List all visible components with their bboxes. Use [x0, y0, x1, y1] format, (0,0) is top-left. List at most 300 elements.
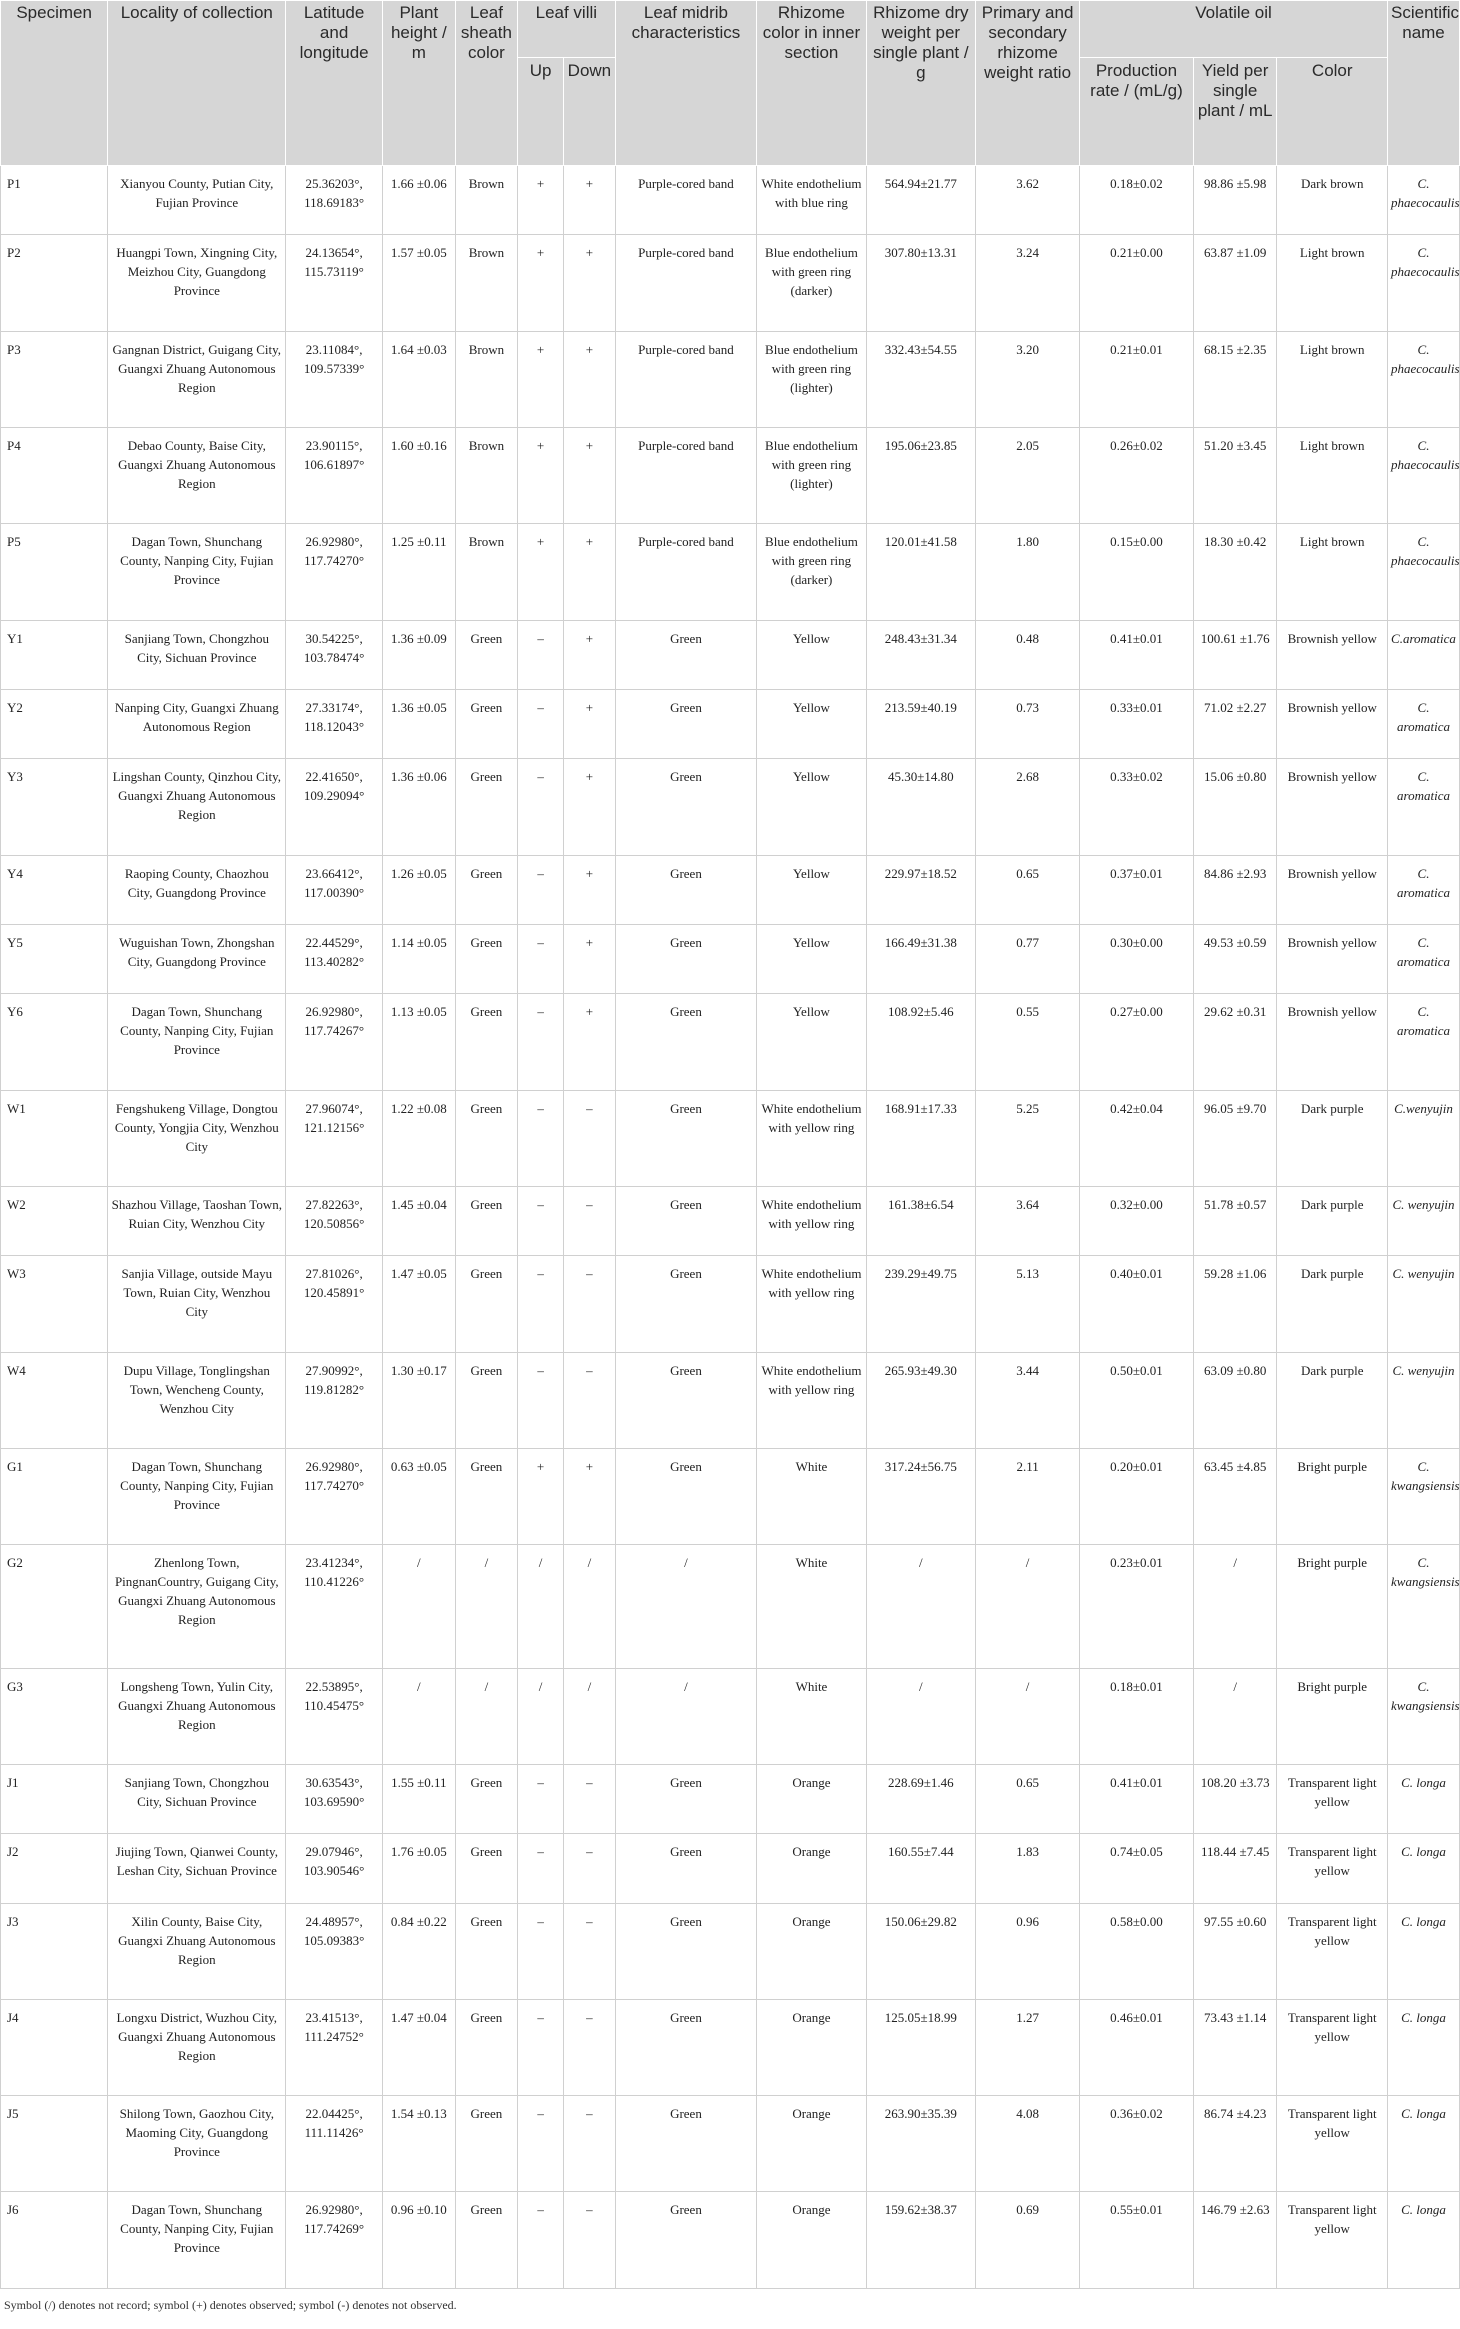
cell-latlong: 22.53895°, 110.45475° — [286, 1668, 383, 1764]
cell-scientific-name: C. aromatica — [1388, 689, 1460, 758]
cell-latlong: 27.81026°, 120.45891° — [286, 1256, 383, 1352]
cell-oil-color: Transparent light yellow — [1277, 1834, 1388, 1903]
cell-rhizome-color: Orange — [757, 2096, 866, 2192]
cell-locality: Zhenlong Town, PingnanCountry, Guigang City, Guangxi Zhuang Autonomous Region — [108, 1545, 286, 1668]
cell-locality: Dagan Town, Shunchang County, Nanping City, Fujian Province — [108, 2192, 286, 2289]
cell-scientific-name: C. aromatica — [1388, 994, 1460, 1090]
cell-villi-up: – — [518, 1256, 564, 1352]
cell-villi-down: – — [564, 2192, 616, 2289]
cell-leaf-sheath: Green — [455, 1449, 517, 1545]
header-scientific-name: Scientific name — [1388, 1, 1460, 166]
cell-oil-color: Dark purple — [1277, 1187, 1388, 1256]
cell-rhizome-ratio: 0.65 — [976, 855, 1080, 924]
cell-leaf-midrib: Green — [615, 1187, 757, 1256]
cell-plant-height: 1.60 ±0.16 — [382, 427, 455, 523]
cell-locality: Jiujing Town, Qianwei County, Leshan City, Sichuan Province — [108, 1834, 286, 1903]
cell-rhizome-ratio: 5.13 — [976, 1256, 1080, 1352]
cell-specimen: G1 — [1, 1449, 108, 1545]
cell-oil-rate: 0.21±0.00 — [1080, 235, 1194, 331]
cell-locality: Longxu District, Wuzhou City, Guangxi Zhuang Autonomous Region — [108, 1999, 286, 2095]
cell-rhizome-color: Blue endothelium with green ring (darker) — [757, 524, 866, 620]
cell-rhizome-color: Blue endothelium with green ring (lighter) — [757, 427, 866, 523]
cell-villi-down: + — [564, 689, 616, 758]
cell-leaf-sheath: Green — [455, 855, 517, 924]
cell-rhizome-weight: 229.97±18.52 — [866, 855, 975, 924]
table-footnote: Symbol (/) denotes not record; symbol (+) denotes observed; symbol (-) denotes not observed. — [4, 2298, 457, 2312]
cell-rhizome-weight: 263.90±35.39 — [866, 2096, 975, 2192]
cell-leaf-sheath: Green — [455, 1764, 517, 1833]
cell-rhizome-color: Orange — [757, 2192, 866, 2289]
cell-plant-height: / — [382, 1545, 455, 1668]
cell-latlong: 23.11084°, 109.57339° — [286, 331, 383, 427]
cell-oil-color: Transparent light yellow — [1277, 1764, 1388, 1833]
cell-locality: Xilin County, Baise City, Guangxi Zhuang Autonomous Region — [108, 1903, 286, 1999]
cell-latlong: 22.44529°, 113.40282° — [286, 925, 383, 994]
header-oil-color: Color — [1277, 58, 1388, 166]
cell-rhizome-weight: 564.94±21.77 — [866, 166, 975, 235]
cell-rhizome-color: Orange — [757, 1903, 866, 1999]
cell-specimen: Y2 — [1, 689, 108, 758]
cell-rhizome-weight: 108.92±5.46 — [866, 994, 975, 1090]
cell-oil-rate: 0.15±0.00 — [1080, 524, 1194, 620]
cell-locality: Fengshukeng Village, Dongtou County, Yongjia City, Wenzhou City — [108, 1090, 286, 1186]
cell-villi-up: + — [518, 235, 564, 331]
cell-rhizome-ratio: / — [976, 1545, 1080, 1668]
cell-locality: Debao County, Baise City, Guangxi Zhuang Autonomous Region — [108, 427, 286, 523]
cell-specimen: J1 — [1, 1764, 108, 1833]
cell-latlong: 26.92980°, 117.74269° — [286, 2192, 383, 2289]
cell-specimen: J5 — [1, 2096, 108, 2192]
cell-leaf-midrib: Green — [615, 1834, 757, 1903]
header-leaf-villi: Leaf villi — [518, 1, 616, 58]
cell-leaf-sheath: Brown — [455, 427, 517, 523]
cell-plant-height: 1.76 ±0.05 — [382, 1834, 455, 1903]
cell-locality: Dagan Town, Shunchang County, Nanping City, Fujian Province — [108, 524, 286, 620]
cell-oil-yield: / — [1193, 1668, 1277, 1764]
cell-rhizome-ratio: 0.55 — [976, 994, 1080, 1090]
cell-oil-color: Bright purple — [1277, 1545, 1388, 1668]
cell-oil-yield: 59.28 ±1.06 — [1193, 1256, 1277, 1352]
cell-villi-down: – — [564, 1764, 616, 1833]
cell-leaf-midrib: Green — [615, 994, 757, 1090]
cell-latlong: 26.92980°, 117.74267° — [286, 994, 383, 1090]
cell-latlong: 27.33174°, 118.12043° — [286, 689, 383, 758]
cell-plant-height: 1.30 ±0.17 — [382, 1352, 455, 1448]
cell-scientific-name: C. longa — [1388, 1999, 1460, 2095]
cell-oil-color: Light brown — [1277, 524, 1388, 620]
header-oil-rate: Production rate / (mL/g) — [1080, 58, 1194, 166]
cell-latlong: 30.54225°, 103.78474° — [286, 620, 383, 689]
cell-villi-up: / — [518, 1545, 564, 1668]
cell-leaf-midrib: Green — [615, 1999, 757, 2095]
cell-villi-up: – — [518, 994, 564, 1090]
cell-oil-rate: 0.26±0.02 — [1080, 427, 1194, 523]
cell-latlong: 27.96074°, 121.12156° — [286, 1090, 383, 1186]
cell-villi-up: – — [518, 1090, 564, 1186]
cell-rhizome-weight: 332.43±54.55 — [866, 331, 975, 427]
cell-oil-rate: 0.32±0.00 — [1080, 1187, 1194, 1256]
cell-rhizome-weight: 166.49±31.38 — [866, 925, 975, 994]
cell-oil-yield: 86.74 ±4.23 — [1193, 2096, 1277, 2192]
cell-villi-up: – — [518, 759, 564, 855]
cell-leaf-midrib: Green — [615, 1449, 757, 1545]
table-row — [1, 1090, 1460, 1186]
table-header — [1, 1, 1460, 166]
cell-oil-yield: / — [1193, 1545, 1277, 1668]
cell-locality: Dupu Village, Tonglingshan Town, Wencheng County, Wenzhou City — [108, 1352, 286, 1448]
cell-rhizome-ratio: 4.08 — [976, 2096, 1080, 2192]
cell-leaf-sheath: Green — [455, 759, 517, 855]
cell-oil-color: Brownish yellow — [1277, 620, 1388, 689]
cell-villi-down: + — [564, 427, 616, 523]
cell-oil-rate: 0.37±0.01 — [1080, 855, 1194, 924]
cell-scientific-name: C.aromatica — [1388, 620, 1460, 689]
cell-oil-yield: 98.86 ±5.98 — [1193, 166, 1277, 235]
header-locality: Locality of collection — [108, 1, 286, 166]
cell-leaf-sheath: / — [455, 1668, 517, 1764]
cell-oil-yield: 96.05 ±9.70 — [1193, 1090, 1277, 1186]
cell-rhizome-color: Yellow — [757, 925, 866, 994]
cell-villi-down: + — [564, 925, 616, 994]
cell-oil-rate: 0.33±0.02 — [1080, 759, 1194, 855]
cell-oil-rate: 0.33±0.01 — [1080, 689, 1194, 758]
cell-oil-yield: 108.20 ±3.73 — [1193, 1764, 1277, 1833]
cell-oil-rate: 0.74±0.05 — [1080, 1834, 1194, 1903]
cell-oil-color: Brownish yellow — [1277, 759, 1388, 855]
cell-leaf-sheath: Green — [455, 1834, 517, 1903]
cell-leaf-sheath: Green — [455, 2192, 517, 2289]
cell-specimen: W3 — [1, 1256, 108, 1352]
cell-rhizome-ratio: 1.27 — [976, 1999, 1080, 2095]
cell-leaf-sheath: Brown — [455, 331, 517, 427]
cell-leaf-midrib: / — [615, 1668, 757, 1764]
cell-oil-rate: 0.46±0.01 — [1080, 1999, 1194, 2095]
cell-rhizome-color: White endothelium with yellow ring — [757, 1352, 866, 1448]
cell-oil-rate: 0.27±0.00 — [1080, 994, 1194, 1090]
cell-plant-height: 1.64 ±0.03 — [382, 331, 455, 427]
cell-plant-height: 1.36 ±0.09 — [382, 620, 455, 689]
cell-rhizome-weight: 168.91±17.33 — [866, 1090, 975, 1186]
cell-villi-up: – — [518, 689, 564, 758]
cell-latlong: 27.82263°, 120.50856° — [286, 1187, 383, 1256]
table-row — [1, 1256, 1460, 1352]
cell-plant-height: 1.45 ±0.04 — [382, 1187, 455, 1256]
cell-villi-down: – — [564, 1903, 616, 1999]
cell-locality: Lingshan County, Qinzhou City, Guangxi Zhuang Autonomous Region — [108, 759, 286, 855]
cell-oil-rate: 0.55±0.01 — [1080, 2192, 1194, 2289]
cell-oil-yield: 63.87 ±1.09 — [1193, 235, 1277, 331]
cell-rhizome-color: Blue endothelium with green ring (lighter) — [757, 331, 866, 427]
cell-oil-yield: 29.62 ±0.31 — [1193, 994, 1277, 1090]
cell-oil-yield: 15.06 ±0.80 — [1193, 759, 1277, 855]
cell-leaf-midrib: Green — [615, 855, 757, 924]
cell-rhizome-weight: 160.55±7.44 — [866, 1834, 975, 1903]
cell-villi-down: + — [564, 620, 616, 689]
header-plant-height: Plant height / m — [382, 1, 455, 166]
cell-latlong: 26.92980°, 117.74270° — [286, 1449, 383, 1545]
cell-oil-rate: 0.30±0.00 — [1080, 925, 1194, 994]
header-villi-up: Up — [518, 58, 564, 166]
cell-oil-color: Bright purple — [1277, 1668, 1388, 1764]
cell-rhizome-ratio: 5.25 — [976, 1090, 1080, 1186]
cell-rhizome-weight: 120.01±41.58 — [866, 524, 975, 620]
cell-oil-yield: 51.20 ±3.45 — [1193, 427, 1277, 523]
cell-scientific-name: C. kwangsiensis — [1388, 1545, 1460, 1668]
cell-plant-height: 1.13 ±0.05 — [382, 994, 455, 1090]
cell-specimen: Y3 — [1, 759, 108, 855]
cell-oil-rate: 0.50±0.01 — [1080, 1352, 1194, 1448]
cell-scientific-name: C. phaecocaulis — [1388, 166, 1460, 235]
cell-rhizome-color: Orange — [757, 1999, 866, 2095]
cell-oil-color: Brownish yellow — [1277, 855, 1388, 924]
header-rhizome-weight: Rhizome dry weight per single plant / g — [866, 1, 975, 166]
cell-rhizome-weight: 248.43±31.34 — [866, 620, 975, 689]
cell-oil-yield: 68.15 ±2.35 — [1193, 331, 1277, 427]
cell-rhizome-weight: 307.80±13.31 — [866, 235, 975, 331]
table-row — [1, 2192, 1460, 2289]
cell-scientific-name: C. longa — [1388, 2192, 1460, 2289]
cell-specimen: W2 — [1, 1187, 108, 1256]
cell-villi-up: – — [518, 855, 564, 924]
cell-scientific-name: C. aromatica — [1388, 925, 1460, 994]
cell-plant-height: 1.47 ±0.05 — [382, 1256, 455, 1352]
table-row — [1, 1352, 1460, 1448]
cell-locality: Nanping City, Guangxi Zhuang Autonomous Region — [108, 689, 286, 758]
cell-specimen: J2 — [1, 1834, 108, 1903]
cell-specimen: W4 — [1, 1352, 108, 1448]
cell-leaf-midrib: Green — [615, 1352, 757, 1448]
cell-scientific-name: C. aromatica — [1388, 855, 1460, 924]
table-row — [1, 235, 1460, 331]
cell-rhizome-color: White — [757, 1449, 866, 1545]
cell-specimen: P4 — [1, 427, 108, 523]
cell-scientific-name: C. kwangsiensis — [1388, 1668, 1460, 1764]
cell-locality: Huangpi Town, Xingning City, Meizhou City, Guangdong Province — [108, 235, 286, 331]
cell-villi-up: + — [518, 427, 564, 523]
cell-leaf-midrib: Green — [615, 759, 757, 855]
cell-leaf-midrib: Green — [615, 1090, 757, 1186]
cell-rhizome-color: Yellow — [757, 620, 866, 689]
cell-scientific-name: C. longa — [1388, 2096, 1460, 2192]
header-oil-yield: Yield per single plant / mL — [1193, 58, 1277, 166]
cell-latlong: 23.66412°, 117.00390° — [286, 855, 383, 924]
cell-rhizome-weight: 239.29±49.75 — [866, 1256, 975, 1352]
cell-oil-yield: 118.44 ±7.45 — [1193, 1834, 1277, 1903]
cell-leaf-sheath: Green — [455, 994, 517, 1090]
cell-locality: Sanjia Village, outside Mayu Town, Ruian City, Wenzhou City — [108, 1256, 286, 1352]
cell-rhizome-ratio: 0.48 — [976, 620, 1080, 689]
cell-latlong: 29.07946°, 103.90546° — [286, 1834, 383, 1903]
cell-leaf-midrib: Purple-cored band — [615, 166, 757, 235]
cell-plant-height: 1.25 ±0.11 — [382, 524, 455, 620]
cell-rhizome-color: White endothelium with yellow ring — [757, 1187, 866, 1256]
cell-rhizome-ratio: 2.05 — [976, 427, 1080, 523]
cell-rhizome-ratio: 3.20 — [976, 331, 1080, 427]
cell-latlong: 23.90115°, 106.61897° — [286, 427, 383, 523]
cell-leaf-sheath: Green — [455, 689, 517, 758]
cell-locality: Dagan Town, Shunchang County, Nanping City, Fujian Province — [108, 1449, 286, 1545]
cell-oil-color: Light brown — [1277, 427, 1388, 523]
cell-villi-down: + — [564, 855, 616, 924]
table-row — [1, 1668, 1460, 1764]
cell-leaf-sheath: Green — [455, 1352, 517, 1448]
cell-rhizome-weight: 45.30±14.80 — [866, 759, 975, 855]
cell-latlong: 22.41650°, 109.29094° — [286, 759, 383, 855]
cell-oil-yield: 18.30 ±0.42 — [1193, 524, 1277, 620]
cell-oil-color: Transparent light yellow — [1277, 1903, 1388, 1999]
cell-oil-rate: 0.40±0.01 — [1080, 1256, 1194, 1352]
cell-villi-up: – — [518, 1764, 564, 1833]
table-row — [1, 1187, 1460, 1256]
cell-rhizome-ratio: 0.96 — [976, 1903, 1080, 1999]
cell-scientific-name: C. wenyujin — [1388, 1352, 1460, 1448]
cell-oil-rate: 0.42±0.04 — [1080, 1090, 1194, 1186]
cell-scientific-name: C. longa — [1388, 1764, 1460, 1833]
cell-oil-color: Dark purple — [1277, 1090, 1388, 1186]
cell-leaf-sheath: Green — [455, 925, 517, 994]
cell-specimen: P5 — [1, 524, 108, 620]
cell-oil-yield: 73.43 ±1.14 — [1193, 1999, 1277, 2095]
cell-rhizome-weight: 228.69±1.46 — [866, 1764, 975, 1833]
cell-scientific-name: C. wenyujin — [1388, 1256, 1460, 1352]
cell-villi-down: + — [564, 759, 616, 855]
cell-latlong: 23.41513°, 111.24752° — [286, 1999, 383, 2095]
cell-villi-up: + — [518, 524, 564, 620]
cell-scientific-name: C. aromatica — [1388, 759, 1460, 855]
cell-plant-height: 0.84 ±0.22 — [382, 1903, 455, 1999]
cell-specimen: J4 — [1, 1999, 108, 2095]
cell-rhizome-ratio: 0.69 — [976, 2192, 1080, 2289]
cell-leaf-sheath: Green — [455, 620, 517, 689]
cell-villi-down: – — [564, 1352, 616, 1448]
cell-scientific-name: C. phaecocaulis — [1388, 524, 1460, 620]
table-row — [1, 620, 1460, 689]
cell-latlong: 26.92980°, 117.74270° — [286, 524, 383, 620]
cell-villi-up: – — [518, 1999, 564, 2095]
cell-rhizome-ratio: 2.68 — [976, 759, 1080, 855]
cell-plant-height: 1.14 ±0.05 — [382, 925, 455, 994]
cell-villi-up: + — [518, 1449, 564, 1545]
cell-oil-color: Brownish yellow — [1277, 994, 1388, 1090]
cell-plant-height: 1.47 ±0.04 — [382, 1999, 455, 2095]
cell-leaf-midrib: Green — [615, 689, 757, 758]
cell-plant-height: 1.55 ±0.11 — [382, 1764, 455, 1833]
cell-rhizome-color: Orange — [757, 1834, 866, 1903]
cell-specimen: Y1 — [1, 620, 108, 689]
cell-oil-rate: 0.18±0.02 — [1080, 166, 1194, 235]
table-row — [1, 925, 1460, 994]
cell-leaf-sheath: Brown — [455, 524, 517, 620]
cell-rhizome-color: White — [757, 1668, 866, 1764]
cell-leaf-sheath: Green — [455, 1187, 517, 1256]
table-row — [1, 1764, 1460, 1833]
cell-specimen: P1 — [1, 166, 108, 235]
cell-leaf-midrib: Green — [615, 2096, 757, 2192]
cell-scientific-name: C.wenyujin — [1388, 1090, 1460, 1186]
cell-villi-up: – — [518, 2192, 564, 2289]
cell-oil-yield: 63.45 ±4.85 — [1193, 1449, 1277, 1545]
cell-specimen: G3 — [1, 1668, 108, 1764]
cell-villi-up: – — [518, 1187, 564, 1256]
cell-oil-yield: 97.55 ±0.60 — [1193, 1903, 1277, 1999]
cell-villi-down: + — [564, 1449, 616, 1545]
cell-specimen: W1 — [1, 1090, 108, 1186]
cell-villi-up: – — [518, 1903, 564, 1999]
cell-oil-color: Light brown — [1277, 235, 1388, 331]
cell-oil-color: Dark purple — [1277, 1352, 1388, 1448]
cell-rhizome-weight: 125.05±18.99 — [866, 1999, 975, 2095]
cell-rhizome-color: Yellow — [757, 759, 866, 855]
cell-leaf-sheath: Green — [455, 2096, 517, 2192]
table-row — [1, 1449, 1460, 1545]
cell-scientific-name: C. longa — [1388, 1834, 1460, 1903]
cell-oil-color: Transparent light yellow — [1277, 1999, 1388, 2095]
table-row — [1, 427, 1460, 523]
cell-villi-down: / — [564, 1668, 616, 1764]
cell-oil-color: Brownish yellow — [1277, 689, 1388, 758]
cell-oil-rate: 0.23±0.01 — [1080, 1545, 1194, 1668]
cell-leaf-sheath: Brown — [455, 235, 517, 331]
cell-scientific-name: C. phaecocaulis — [1388, 427, 1460, 523]
cell-rhizome-weight: 265.93±49.30 — [866, 1352, 975, 1448]
cell-rhizome-weight: 213.59±40.19 — [866, 689, 975, 758]
cell-villi-down: + — [564, 331, 616, 427]
cell-rhizome-color: Orange — [757, 1764, 866, 1833]
cell-locality: Dagan Town, Shunchang County, Nanping City, Fujian Province — [108, 994, 286, 1090]
cell-latlong: 23.41234°, 110.41226° — [286, 1545, 383, 1668]
cell-leaf-sheath: Green — [455, 1256, 517, 1352]
cell-oil-yield: 71.02 ±2.27 — [1193, 689, 1277, 758]
cell-oil-yield: 100.61 ±1.76 — [1193, 620, 1277, 689]
cell-locality: Sanjiang Town, Chongzhou City, Sichuan Province — [108, 620, 286, 689]
cell-leaf-midrib: Green — [615, 1764, 757, 1833]
cell-latlong: 25.36203°, 118.69183° — [286, 166, 383, 235]
header-villi-down: Down — [564, 58, 616, 166]
cell-plant-height: 1.57 ±0.05 — [382, 235, 455, 331]
cell-latlong: 22.04425°, 111.11426° — [286, 2096, 383, 2192]
header-specimen: Specimen — [1, 1, 108, 166]
cell-specimen: Y6 — [1, 994, 108, 1090]
cell-villi-down: / — [564, 1545, 616, 1668]
cell-plant-height: 1.22 ±0.08 — [382, 1090, 455, 1186]
table-row — [1, 855, 1460, 924]
cell-rhizome-weight: 150.06±29.82 — [866, 1903, 975, 1999]
cell-leaf-midrib: Purple-cored band — [615, 331, 757, 427]
cell-rhizome-color: Yellow — [757, 994, 866, 1090]
cell-leaf-midrib: Green — [615, 925, 757, 994]
cell-villi-down: + — [564, 235, 616, 331]
cell-rhizome-ratio: 1.80 — [976, 524, 1080, 620]
cell-rhizome-ratio: 0.65 — [976, 1764, 1080, 1833]
cell-specimen: J3 — [1, 1903, 108, 1999]
cell-oil-color: Transparent light yellow — [1277, 2096, 1388, 2192]
cell-villi-up: – — [518, 1352, 564, 1448]
cell-rhizome-weight: 195.06±23.85 — [866, 427, 975, 523]
cell-oil-color: Light brown — [1277, 331, 1388, 427]
cell-locality: Raoping County, Chaozhou City, Guangdong Province — [108, 855, 286, 924]
cell-leaf-midrib: Purple-cored band — [615, 524, 757, 620]
cell-rhizome-ratio: 0.77 — [976, 925, 1080, 994]
cell-rhizome-weight: 317.24±56.75 — [866, 1449, 975, 1545]
cell-rhizome-color: White endothelium with yellow ring — [757, 1256, 866, 1352]
cell-oil-color: Bright purple — [1277, 1449, 1388, 1545]
cell-oil-rate: 0.36±0.02 — [1080, 2096, 1194, 2192]
cell-villi-up: + — [518, 166, 564, 235]
table-row — [1, 1903, 1460, 1999]
header-latlong: Latitude and longitude — [286, 1, 383, 166]
cell-scientific-name: C. longa — [1388, 1903, 1460, 1999]
cell-villi-up: + — [518, 331, 564, 427]
